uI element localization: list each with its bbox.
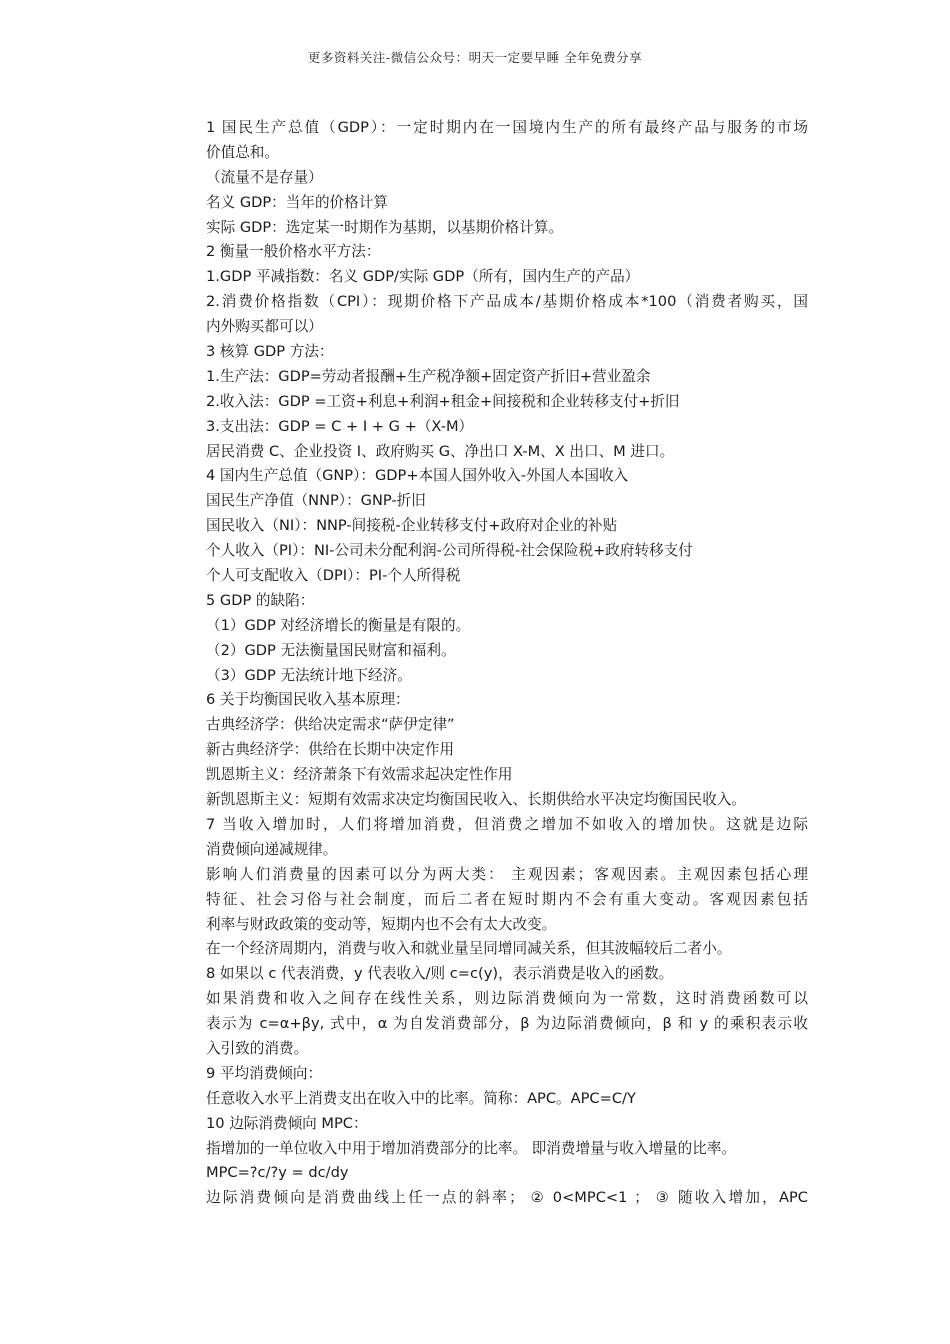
text-line: 任意收入水平上消费支出在收入中的比率。简称：APC。APC=C/Y [206, 1089, 636, 1107]
text-line: 2 衡量一般价格水平方法： [206, 243, 381, 261]
text-line: 2.消费价格指数（CPI）：现期价格下产品成本/基期价格成本*100（消费者购买，国 [206, 293, 808, 311]
text-line: 入引致的消费。 [206, 1039, 309, 1057]
text-line: 消费倾向递减规律。 [206, 840, 338, 858]
text-line: 指增加的一单位收入中用于增加消费部分的比率。 即消费增量与收入增量的比率。 [206, 1139, 737, 1157]
text-line: 9 平均消费倾向： [206, 1064, 323, 1082]
text-line: 7 当收入增加时，人们将增加消费，但消费之增加不如收入的增加快。这就是边际 [206, 815, 808, 833]
text-line: 国民收入（NI）：NNP-间接税-企业转移支付+政府对企业的补贴 [206, 517, 618, 535]
text-line: 2.收入法：GDP =工资+利息+利润+租金+间接税和企业转移支付+折旧 [206, 392, 680, 410]
text-line: 个人可支配收入（DPI）：PI-个人所得税 [206, 567, 461, 585]
page-header: 更多资料关注-微信公众号：明天一定要早睡 全年免费分享 [307, 50, 643, 65]
text-line: 居民消费 C、企业投资 I、政府购买 G、净出口 X-M、X 出口、M 进口。 [206, 442, 675, 460]
text-line: MPC=?c/?y = dc/dy [206, 1164, 349, 1182]
text-line: 新凯恩斯主义：短期有效需求决定均衡国民收入、长期供给水平决定均衡国民收入。 [206, 791, 746, 809]
text-line: 1 国民生产总值（GDP）：一定时期内在一国境内生产的所有最终产品与服务的市场 [206, 119, 808, 136]
text-line: （2）GDP 无法衡量国民财富和福利。 [206, 641, 456, 659]
text-line: 实际 GDP：选定某一时期作为基期，以基期价格计算。 [206, 218, 564, 236]
text-line: 3.支出法：GDP = C + I + G +（X-M） [206, 417, 474, 435]
text-line: （1）GDP 对经济增长的衡量是有限的。 [206, 616, 471, 634]
text-line: 3 核算 GDP 方法： [206, 343, 334, 361]
text-line: 内外购买都可以） [206, 318, 323, 336]
text-line: 10 边际消费倾向 MPC： [206, 1114, 368, 1132]
text-line: 个人收入（PI）：NI-公司未分配利润-公司所得税-社会保险税+政府转移支付 [206, 542, 693, 560]
text-line: 1.GDP 平减指数：名义 GDP/实际 GDP（所有，国内生产的产品） [206, 268, 640, 286]
text-line: 表示为 c=α+βy, 式中，α 为自发消费部分，β 为边际消费倾向，β 和 y 的乘积表示收 [206, 1015, 808, 1033]
text-line: 4 国内生产总值（GNP）：GDP+本国人国外收入-外国人本国收入 [206, 467, 629, 485]
text-line: 国民生产净值（NNP）：GNP-折旧 [206, 492, 426, 510]
text-line: 凯恩斯主义：经济萧条下有效需求起决定性作用 [206, 766, 513, 784]
text-line: （流量不是存量） [206, 168, 323, 186]
text-line: 影响人们消费量的因素可以分为两大类： 主观因素；客观因素。主观因素包括心理 [206, 865, 808, 883]
text-line: 8 如果以 c 代表消费，y 代表收入/则 c=c(y)，表示消费是收入的函数。 [206, 965, 674, 983]
text-line: 价值总和。 [206, 143, 279, 161]
text-line: 利率与财政政策的变动等，短期内也不会有太大改变。 [206, 915, 557, 933]
text-line: 边际消费倾向是消费曲线上任一点的斜率； ② 0<MPC<1 ； ③ 随收入增加，APC [206, 1189, 808, 1207]
text-line: 如果消费和收入之间存在线性关系，则边际消费倾向为一常数，这时消费函数可以 [206, 990, 808, 1008]
text-line: 在一个经济周期内，消费与收入和就业量呈同增同减关系，但其波幅较后二者小。 [206, 940, 732, 958]
text-line: 名义 GDP：当年的价格计算 [206, 193, 388, 211]
text-line: （3）GDP 无法统计地下经济。 [206, 666, 412, 684]
text-line: 特征、社会习俗与社会制度，而后二者在短时期内不会有重大变动。客观因素包括 [206, 890, 808, 908]
text-line: 古典经济学：供给决定需求“萨伊定律” [206, 716, 455, 734]
text-line: 1.生产法：GDP=劳动者报酬+生产税净额+固定资产折旧+营业盈余 [206, 367, 651, 385]
text-line: 新古典经济学：供给在长期中决定作用 [206, 741, 455, 759]
text-line: 5 GDP 的缺陷： [206, 591, 315, 609]
text-line: 6 关于均衡国民收入基本原理： [206, 691, 410, 709]
document-body [206, 116, 808, 1211]
